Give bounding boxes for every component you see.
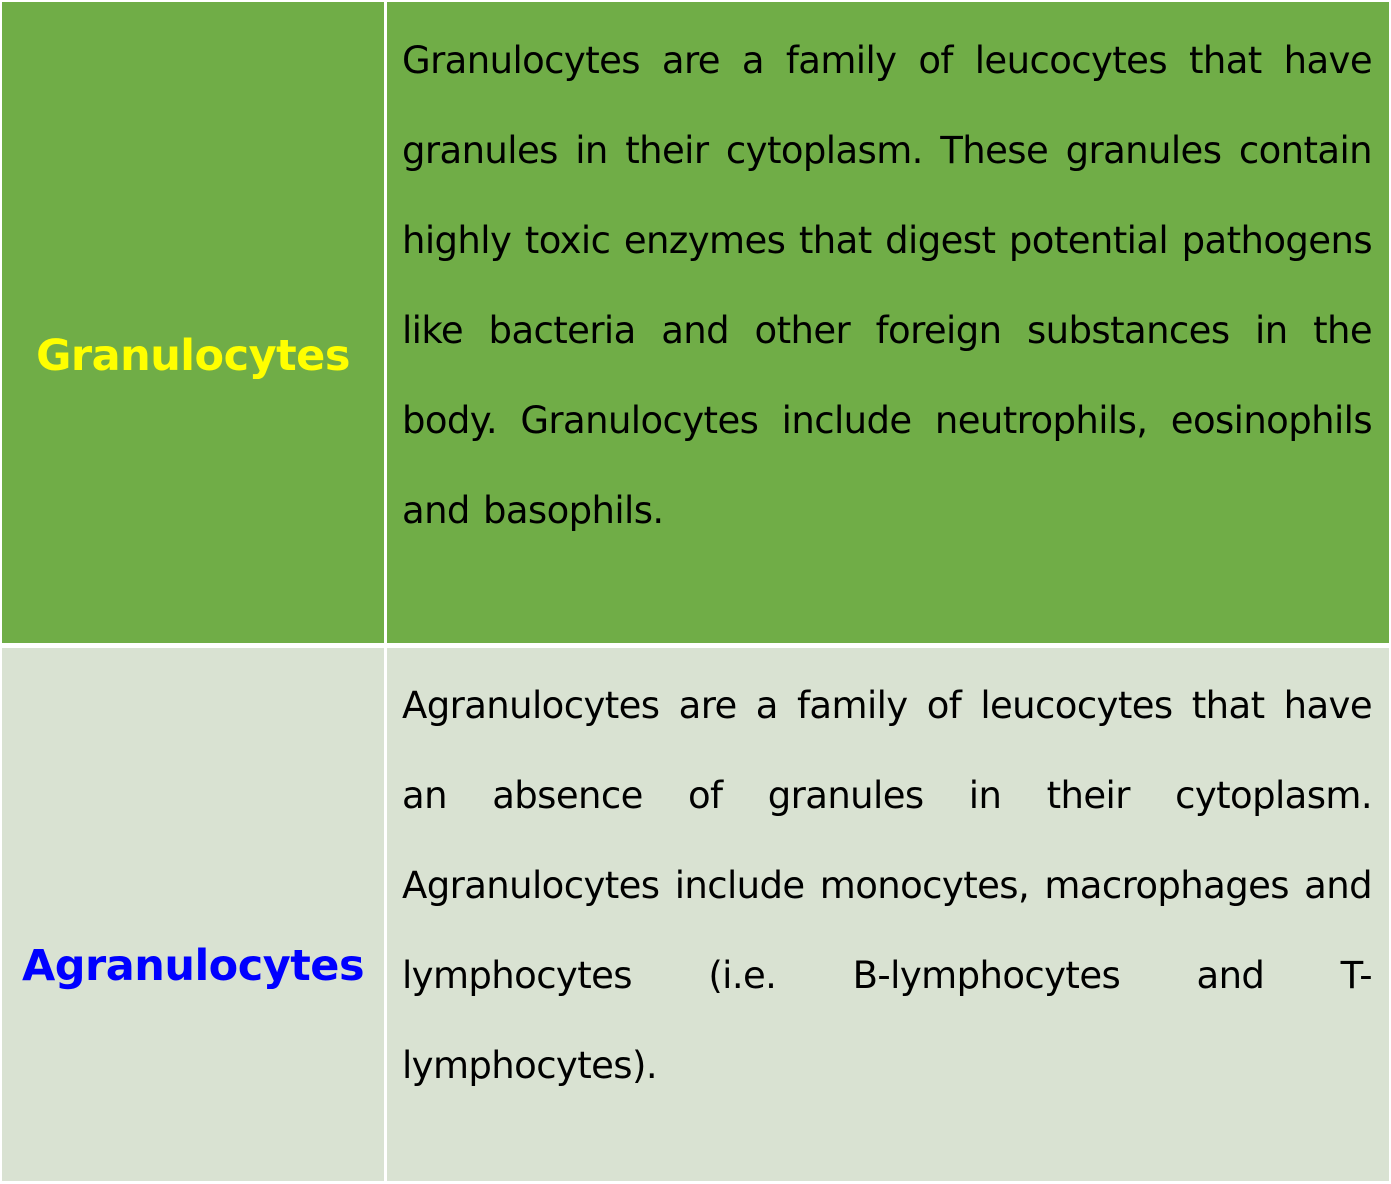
description-granulocytes: Granulocytes are a family of leucocytes that have granules in their cytoplasm. These granules contain highly toxic enzymes that digest potential pathogens like bacteria and other foreign substances in the body. Granulocytes include neutrophils, eosinophils and basophils. (402, 39, 1372, 532)
table-border-left (0, 0, 2, 1184)
term-granulocytes: Granulocytes (36, 331, 350, 381)
term-agranulocytes: Agranulocytes (21, 941, 365, 991)
description-agranulocytes: Agranulocytes are a family of leucocytes that have an absence of granules in their cytoplasm. Agranulocytes include monocytes, macrophages and lymphocytes (i.e. B-lymphocytes and T-lymphocytes). (402, 684, 1372, 1087)
row-divider (0, 643, 1391, 648)
table-border-top (0, 0, 1391, 2)
column-divider (384, 0, 387, 1184)
